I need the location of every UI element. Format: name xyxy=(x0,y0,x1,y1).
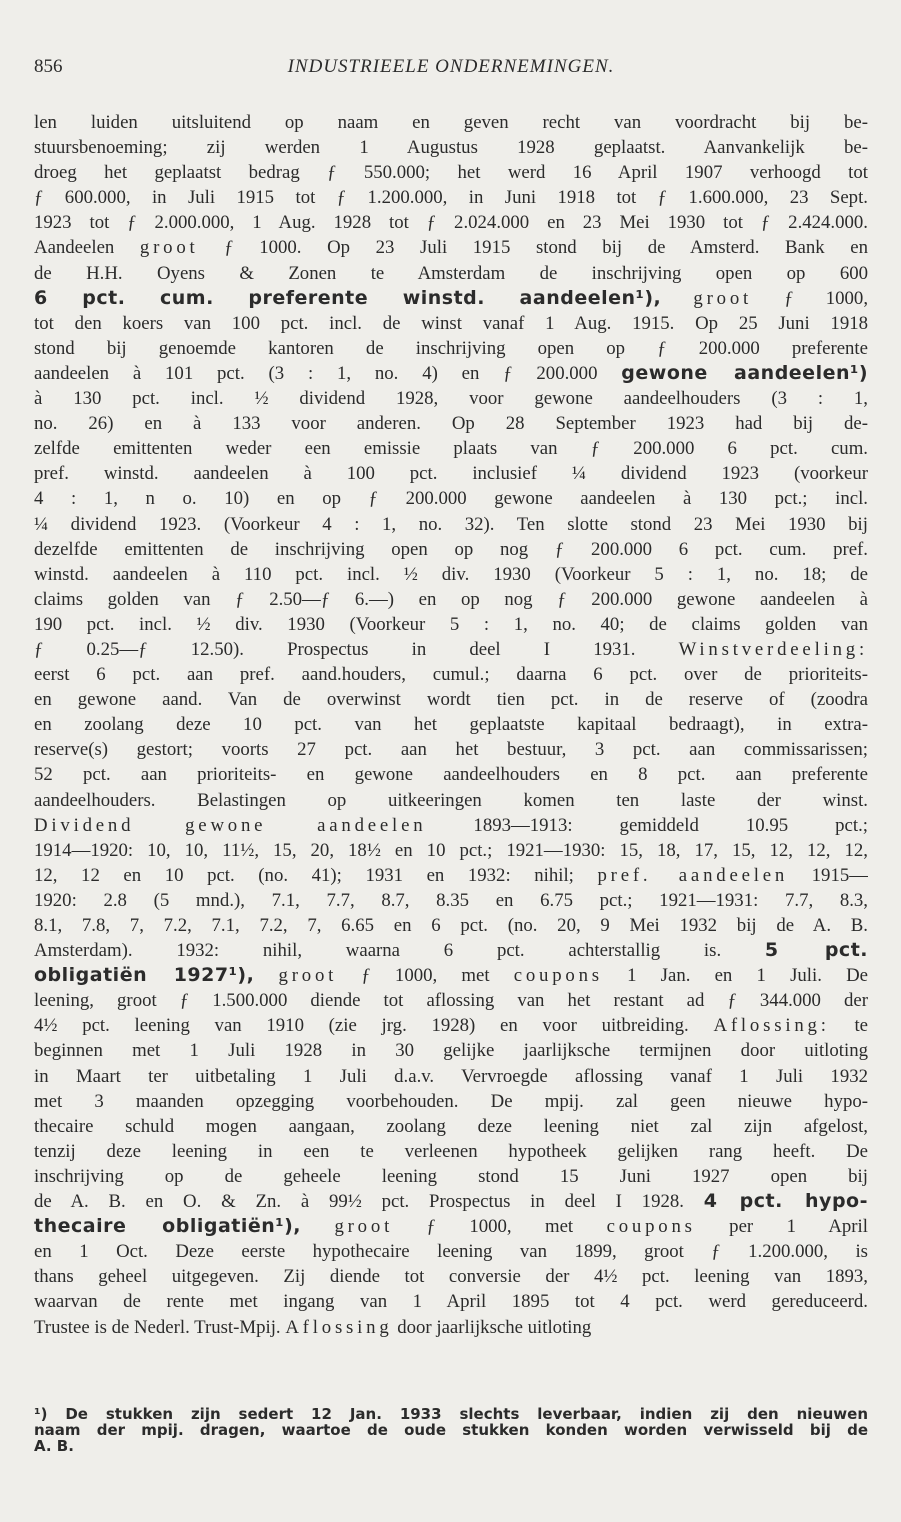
text-line xyxy=(34,913,868,938)
text-segment: pref. winstd. aandeelen à 100 pct. inclusief ¼ dividend 1923 (voorkeur xyxy=(34,463,868,485)
spaced-term-segment: Aflossing: xyxy=(713,1015,830,1037)
text-line xyxy=(34,662,868,687)
text-segment: ¼ dividend 1923. (Voorkeur 4 : 1, no. 32). Ten slotte stond 23 Mei 1930 bij xyxy=(34,513,868,535)
text-segment: ƒ 1000, xyxy=(752,287,868,309)
text-segment: en zoolang deze 10 pct. van het geplaatste kapitaal bedraagt), in extra- xyxy=(34,714,868,736)
text-line xyxy=(34,210,868,235)
text-line xyxy=(34,813,868,838)
running-title: INDUSTRIEELE ONDERNEMINGEN. xyxy=(287,56,615,77)
text-line xyxy=(34,1264,868,1289)
text-segment: eerst 6 pct. aan pref. aand.houders, cumul.; daarna 6 pct. over de prioriteits- xyxy=(34,664,868,686)
text-segment: thans geheel uitgegeven. Zij diende tot conversie der 4½ pct. leening van 1893, xyxy=(34,1266,868,1288)
bold-heading-segment: 4 pct. hypo- xyxy=(703,1190,868,1213)
text-line xyxy=(34,1189,868,1214)
text-segment: in Maart ter uitbetaling 1 Juli d.a.v. Vervroegde aflossing vanaf 1 Juli 1932 xyxy=(34,1065,868,1087)
text-line xyxy=(34,286,868,311)
text-segment: ƒ 600.000, in Juli 1915 tot ƒ 1.200.000, in Juni 1918 tot ƒ 1.600.000, 23 Sept. xyxy=(34,187,868,209)
body-text xyxy=(34,110,868,1340)
text-segment: 12, 12 en 10 pct. (no. 41); 1931 en 1932: nihil; xyxy=(34,864,598,886)
text-segment: 1915— xyxy=(788,864,868,886)
text-segment: dezelfde emittenten de inschrijving open op nog ƒ 200.000 6 pct. cum. pref. xyxy=(34,538,868,560)
text-segment: Aandeelen xyxy=(34,237,140,259)
text-segment: inschrijving op de geheele leening stond 15 Juni 1927 open bij xyxy=(34,1165,868,1187)
spaced-term-segment: Aflossing xyxy=(285,1316,393,1338)
footnote-line: A. B. xyxy=(34,1438,74,1454)
text-segment xyxy=(301,1216,334,1237)
text-line xyxy=(34,788,868,813)
text-line xyxy=(34,1214,868,1239)
text-segment: droeg het geplaatst bedrag ƒ 550.000; het werd 16 April 1907 verhoogd tot xyxy=(34,162,868,184)
text-line xyxy=(34,1315,868,1340)
text-line xyxy=(34,988,868,1013)
page-number: 856 xyxy=(34,56,63,77)
text-segment: 4 : 1, n o. 10) en op ƒ 200.000 gewone aandeelen à 130 pct.; incl. xyxy=(34,488,868,510)
text-segment: 4½ pct. leening van 1910 (zie jrg. 1928) en voor uitbreiding. xyxy=(34,1015,714,1037)
text-line xyxy=(34,386,868,411)
text-line xyxy=(34,888,868,913)
text-segment: reserve(s) gestort; voorts 27 pct. aan het bestuur, 3 pct. aan commissarissen; xyxy=(34,739,868,761)
text-line xyxy=(34,963,868,988)
text-line xyxy=(34,687,868,712)
text-segment: 190 pct. incl. ½ div. 1930 (Voorkeur 5 : 1, no. 40; de claims golden van xyxy=(34,613,868,635)
text-segment: no. 26) en à 133 voor anderen. Op 28 September 1923 had bij de- xyxy=(34,413,868,435)
bold-heading-segment: thecaire obligatiën¹), xyxy=(34,1215,302,1238)
text-line xyxy=(34,235,868,260)
text-segment: te xyxy=(829,1015,868,1037)
text-segment: ƒ 1000. Op 23 Juli 1915 stond bij de Amsterd. Bank en xyxy=(198,237,868,259)
text-line xyxy=(34,361,868,386)
text-line xyxy=(34,311,868,336)
text-segment: 1914—1920: 10, 10, 11½, 15, 20, 18½ en 10 pct.; 1921—1930: 15, 18, 17, 15, 12, 12, 12, xyxy=(34,839,868,861)
text-segment: Trustee is de Nederl. Trust-Mpij. xyxy=(34,1316,286,1338)
spaced-term-segment: groot xyxy=(334,1216,394,1238)
footnote-line: naam der mpij. dragen, waartoe de oude stukken konden worden verwisseld bij de xyxy=(34,1422,868,1438)
text-segment: ƒ 1000, met xyxy=(393,1216,607,1238)
text-line xyxy=(34,436,868,461)
footnote xyxy=(34,1406,868,1454)
text-line xyxy=(34,261,868,286)
text-segment xyxy=(661,288,693,309)
text-segment: tot den koers van 100 pct. incl. de winst vanaf 1 Aug. 1915. Op 25 Juni 1918 xyxy=(34,312,868,334)
bold-heading-segment: gewone aandeelen¹) xyxy=(621,361,868,384)
text-segment: 1920: 2.8 (5 mnd.), 7.1, 7.7, 8.7, 8.35 en 6.75 pct.; 1921—1931: 7.7, 8.3, xyxy=(34,889,868,911)
spaced-term-segment: pref. aandeelen xyxy=(597,864,789,886)
text-line xyxy=(34,737,868,762)
text-line xyxy=(34,1013,868,1038)
text-line xyxy=(34,863,868,888)
bold-heading-segment: 5 pct. xyxy=(764,939,868,962)
footnote-line: ¹) De stukken zijn sedert 12 Jan. 1933 slechts leverbaar, indien zij den nieuwen xyxy=(34,1406,868,1422)
text-line xyxy=(34,486,868,511)
text-line xyxy=(34,135,868,160)
text-line xyxy=(34,1164,868,1189)
text-segment: thecaire schuld mogen aangaan, zoolang deze leening niet zal zijn afgelost, xyxy=(34,1115,868,1137)
spaced-term-segment: groot xyxy=(278,965,338,987)
spaced-term-segment: coupons xyxy=(513,965,603,987)
text-line xyxy=(34,1114,868,1139)
text-segment: tenzij deze leening in een te verleenen hypotheek gelijken rang heeft. De xyxy=(34,1140,868,1162)
text-line xyxy=(34,587,868,612)
spaced-term-segment: groot xyxy=(693,287,753,309)
text-line xyxy=(34,1139,868,1164)
text-line xyxy=(34,612,868,637)
text-segment: aandeelhouders. Belastingen op uitkeeringen komen ten laste der winst. xyxy=(34,789,868,811)
text-segment: de H.H. Oyens & Zonen te Amsterdam de inschrijving open op 600 xyxy=(34,262,868,284)
spaced-term-segment: groot xyxy=(139,237,199,259)
text-line xyxy=(34,1064,868,1089)
text-line xyxy=(34,160,868,185)
text-segment: en gewone aand. Van de overwinst wordt tien pct. in de reserve of (zoodra xyxy=(34,689,868,711)
bold-heading-segment: obligatiën 1927¹), xyxy=(34,964,255,987)
text-segment: ƒ 1000, met xyxy=(337,965,514,987)
bold-heading-segment: 6 pct. cum. preferente winstd. aandeelen¹), xyxy=(34,286,662,309)
spaced-term-segment: coupons xyxy=(606,1216,696,1238)
spaced-term-segment: Dividend gewone aandeelen xyxy=(34,814,427,836)
text-line xyxy=(34,762,868,787)
text-segment: ƒ 0.25—ƒ 12.50). Prospectus in deel I 1931. xyxy=(34,638,679,660)
text-line xyxy=(34,1289,868,1314)
text-line xyxy=(34,637,868,662)
text-segment xyxy=(254,965,278,986)
text-segment: stond bij genoemde kantoren de inschrijving open op ƒ 200.000 preferente xyxy=(34,337,868,359)
text-line xyxy=(34,838,868,863)
text-segment: stuursbenoeming; zij werden 1 Augustus 1928 geplaatst. Aanvankelijk be- xyxy=(34,137,868,159)
text-segment: Amsterdam). 1932: nihil, waarna 6 pct. achterstallig is. xyxy=(34,940,765,962)
text-segment: leening, groot ƒ 1.500.000 diende tot aflossing van het restant ad ƒ 344.000 der xyxy=(34,990,868,1012)
text-segment: beginnen met 1 Juli 1928 in 30 gelijke jaarlijksche termijnen door uitloting xyxy=(34,1040,868,1062)
text-line xyxy=(34,110,868,135)
text-line xyxy=(34,562,868,587)
text-segment: met 3 maanden opzegging voorbehouden. De mpij. zal geen nieuwe hypo- xyxy=(34,1090,868,1112)
text-line xyxy=(34,411,868,436)
text-segment: door jaarlijksche uitloting xyxy=(392,1316,592,1338)
text-line xyxy=(34,537,868,562)
text-segment: zelfde emittenten weder een emissie plaats van ƒ 200.000 6 pct. cum. xyxy=(34,438,868,460)
page-header xyxy=(34,56,868,86)
text-line xyxy=(34,712,868,737)
text-segment: de A. B. en O. & Zn. à 99½ pct. Prospectus in deel I 1928. xyxy=(34,1191,704,1213)
text-segment: à 130 pct. incl. ½ dividend 1928, voor gewone aandeelhouders (3 : 1, xyxy=(34,388,868,410)
text-segment: en 1 Oct. Deze eerste hypothecaire leening van 1899, groot ƒ 1.200.000, is xyxy=(34,1241,868,1263)
text-line xyxy=(34,461,868,486)
text-line xyxy=(34,1038,868,1063)
text-line xyxy=(34,185,868,210)
text-line xyxy=(34,512,868,537)
text-segment: waarvan de rente met ingang van 1 April 1895 tot 4 pct. werd gereduceerd. xyxy=(34,1291,868,1313)
text-line xyxy=(34,1089,868,1114)
text-segment: winstd. aandeelen à 110 pct. incl. ½ div. 1930 (Voorkeur 5 : 1, no. 18; de xyxy=(34,563,868,585)
text-segment: len luiden uitsluitend op naam en geven recht van voordracht bij be- xyxy=(34,112,868,133)
text-segment: 8.1, 7.8, 7, 7.2, 7.1, 7.2, 7, 6.65 en 6 pct. (no. 20, 9 Mei 1932 bij de A. B. xyxy=(34,915,868,936)
text-segment: 52 pct. aan prioriteits- en gewone aandeelhouders en 8 pct. aan preferente xyxy=(34,764,868,786)
text-segment: 1 Jan. en 1 Juli. De xyxy=(602,965,868,987)
text-line xyxy=(34,938,868,963)
text-segment: per 1 April xyxy=(695,1216,868,1238)
text-segment: claims golden van ƒ 2.50—ƒ 6.—) en op nog ƒ 200.000 gewone aandeelen à xyxy=(34,588,868,610)
text-line xyxy=(34,336,868,361)
text-segment: aandeelen à 101 pct. (3 : 1, no. 4) en ƒ 200.000 xyxy=(34,362,622,384)
spaced-term-segment: Winstverdeeling: xyxy=(678,638,868,660)
text-segment: 1923 tot ƒ 2.000.000, 1 Aug. 1928 tot ƒ 2.024.000 en 23 Mei 1930 tot ƒ 2.424.000. xyxy=(34,212,868,234)
text-line xyxy=(34,1239,868,1264)
text-segment: 1893—1913: gemiddeld 10.95 pct.; xyxy=(426,814,868,836)
